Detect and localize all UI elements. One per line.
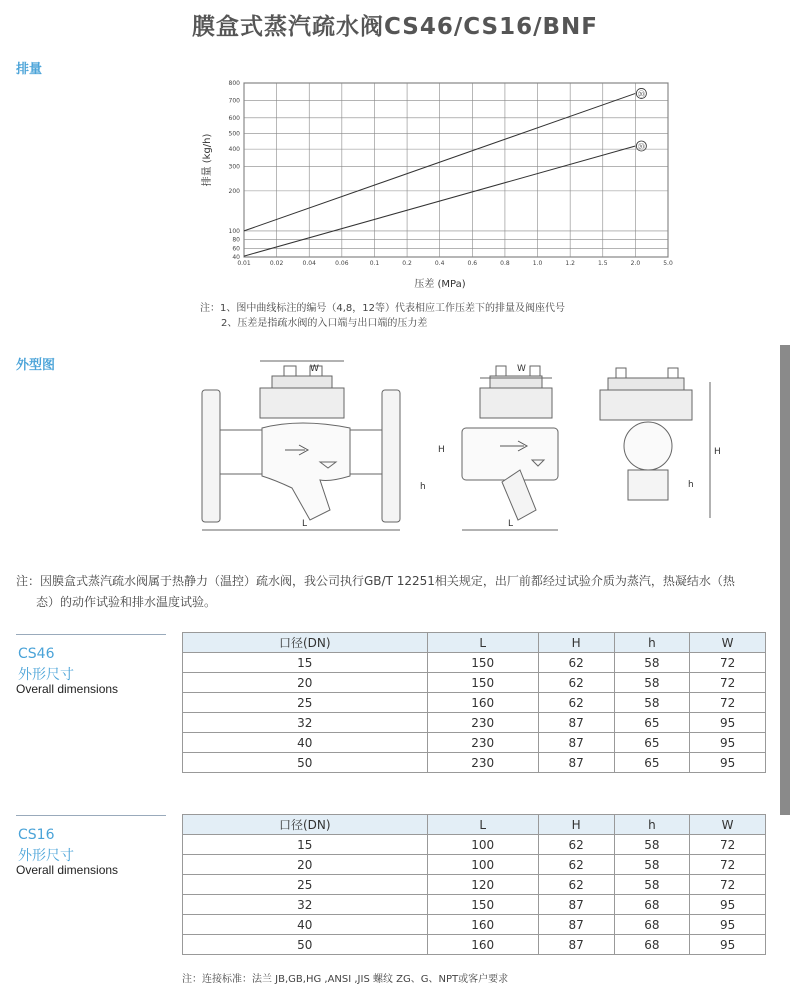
test-note-line-1: 注：因膜盒式蒸汽疏水阀属于热静力（温控）疏水阀，我公司执行GB/T 12251相关规定，出厂前都经过试验介质为蒸汽，热凝结水（热 <box>16 574 735 588</box>
x-tick-label: 0.1 <box>369 260 380 267</box>
x-tick-label: 0.6 <box>467 260 478 267</box>
y-axis-label: 排量 (kg/h) <box>202 133 213 187</box>
x-tick-label: 5.0 <box>663 260 673 267</box>
x-tick-label: 0.2 <box>402 260 412 267</box>
x-tick-label: 0.01 <box>237 260 251 267</box>
col-header-hsmall: h <box>614 815 690 835</box>
capacity-chart <box>200 75 680 295</box>
y-tick-label: 80 <box>232 236 240 244</box>
cs46-label-cn: 外形尺寸 <box>18 667 74 683</box>
table-row: 50 160 87 68 95 <box>183 935 766 955</box>
dim-l-label-2: L <box>508 519 514 529</box>
table-row: 20 150 62 58 72 <box>183 673 766 693</box>
table-row: 25 120 62 58 72 <box>183 875 766 895</box>
side-valve-view <box>600 368 721 518</box>
x-tick-label: 0.04 <box>302 260 316 267</box>
cs16-label-en: Overall dimensions <box>16 863 119 877</box>
x-tick-label: 0.4 <box>434 260 445 267</box>
x-tick-label: 0.8 <box>500 260 510 267</box>
dim-h-label: H <box>714 447 721 457</box>
table-header-row <box>183 633 766 653</box>
col-header-l: L <box>427 633 538 653</box>
x-tick-label: 0.02 <box>269 260 284 267</box>
cs46-label-en: Overall dimensions <box>16 682 119 696</box>
dim-w-label-2: W <box>517 364 526 374</box>
x-axis-label: 压差 (MPa) <box>414 279 466 290</box>
table-row: 40 160 87 68 95 <box>183 915 766 935</box>
side-tab-bar <box>780 345 790 815</box>
section-capacity-heading: 排量 <box>16 62 43 77</box>
cs16-model-label: CS16 <box>18 827 55 843</box>
col-header-l: L <box>427 815 538 835</box>
dim-hsmall-label-1: h <box>420 482 426 492</box>
table-row: 20 100 62 58 72 <box>183 855 766 875</box>
page-title: 膜盒式蒸汽疏水阀CS46/CS16/BNF <box>191 14 599 40</box>
col-header-dn: 口径(DN) <box>183 815 428 835</box>
col-header-w: W <box>690 633 766 653</box>
dim-hsmall-label-3: h <box>688 480 694 490</box>
x-tick-label: 0.06 <box>335 260 349 267</box>
y-tick-label: 700 <box>228 97 240 105</box>
chart-note-1: 注：1、图中曲线标注的编号（4,8，12等）代表相应工作压差下的排量及阀座代号 <box>200 303 565 314</box>
table-header-row <box>183 815 766 835</box>
cs16-divider <box>16 815 166 816</box>
table-row: 40 230 87 65 95 <box>183 733 766 753</box>
x-tick-labels <box>237 260 673 267</box>
cs16-dimension-table <box>182 814 766 955</box>
chart-note-2: 2、压差是指疏水阀的入口端与出口端的压力差 <box>221 318 428 329</box>
table-row: 15 100 62 58 72 <box>183 835 766 855</box>
table-row: 32 150 87 68 95 <box>183 895 766 915</box>
y-tick-label: 800 <box>228 80 240 87</box>
y-tick-labels <box>229 80 241 261</box>
socket-valve-view <box>462 366 558 530</box>
col-header-w: W <box>690 815 766 835</box>
y-tick-label: 200 <box>228 187 240 195</box>
x-tick-label: 2.0 <box>630 260 641 267</box>
x-tick-label: 1.2 <box>565 260 575 267</box>
table-row: 25 160 62 58 72 <box>183 693 766 713</box>
series-label: ⑳ <box>637 142 645 151</box>
col-header-h: H <box>538 815 614 835</box>
section-outline-heading: 外型图 <box>16 358 56 373</box>
col-header-h: H <box>538 633 614 653</box>
y-tick-label: 60 <box>232 245 240 253</box>
series-label: ⑳ <box>637 90 645 99</box>
dim-l-label-1: L <box>302 519 308 529</box>
y-tick-label: 300 <box>228 163 240 171</box>
chart-grid <box>244 83 668 257</box>
col-header-hsmall: h <box>614 633 690 653</box>
cs46-dimension-table <box>182 632 766 773</box>
x-tick-label: 1.0 <box>532 260 543 267</box>
y-tick-label: 100 <box>228 227 240 235</box>
table-row: 15 150 62 58 72 <box>183 653 766 673</box>
cs46-divider <box>16 634 166 635</box>
table-row: 50 230 87 65 95 <box>183 753 766 773</box>
footer-note: 注：连接标准：法兰 JB,GB,HG ,ANSI ,JIS 螺纹 ZG、G、NPT或客户要求 <box>182 974 509 985</box>
y-tick-label: 600 <box>228 114 240 122</box>
y-tick-label: 400 <box>228 146 240 154</box>
flanged-valve-view <box>202 361 400 530</box>
col-header-dn: 口径(DN) <box>183 633 428 653</box>
y-tick-label: 500 <box>228 130 240 138</box>
dim-w-label-1: W <box>310 364 319 374</box>
cs16-label-cn: 外形尺寸 <box>18 848 74 864</box>
cs46-model-label: CS46 <box>18 646 55 662</box>
y-tick-label: 40 <box>232 254 240 261</box>
test-note-line-2: 态）的动作试验和排水温度试验。 <box>36 595 217 609</box>
x-tick-label: 1.5 <box>597 260 608 267</box>
outline-drawing <box>180 360 750 535</box>
table-row: 32 230 87 65 95 <box>183 713 766 733</box>
dim-h-label-1: H <box>438 445 445 455</box>
